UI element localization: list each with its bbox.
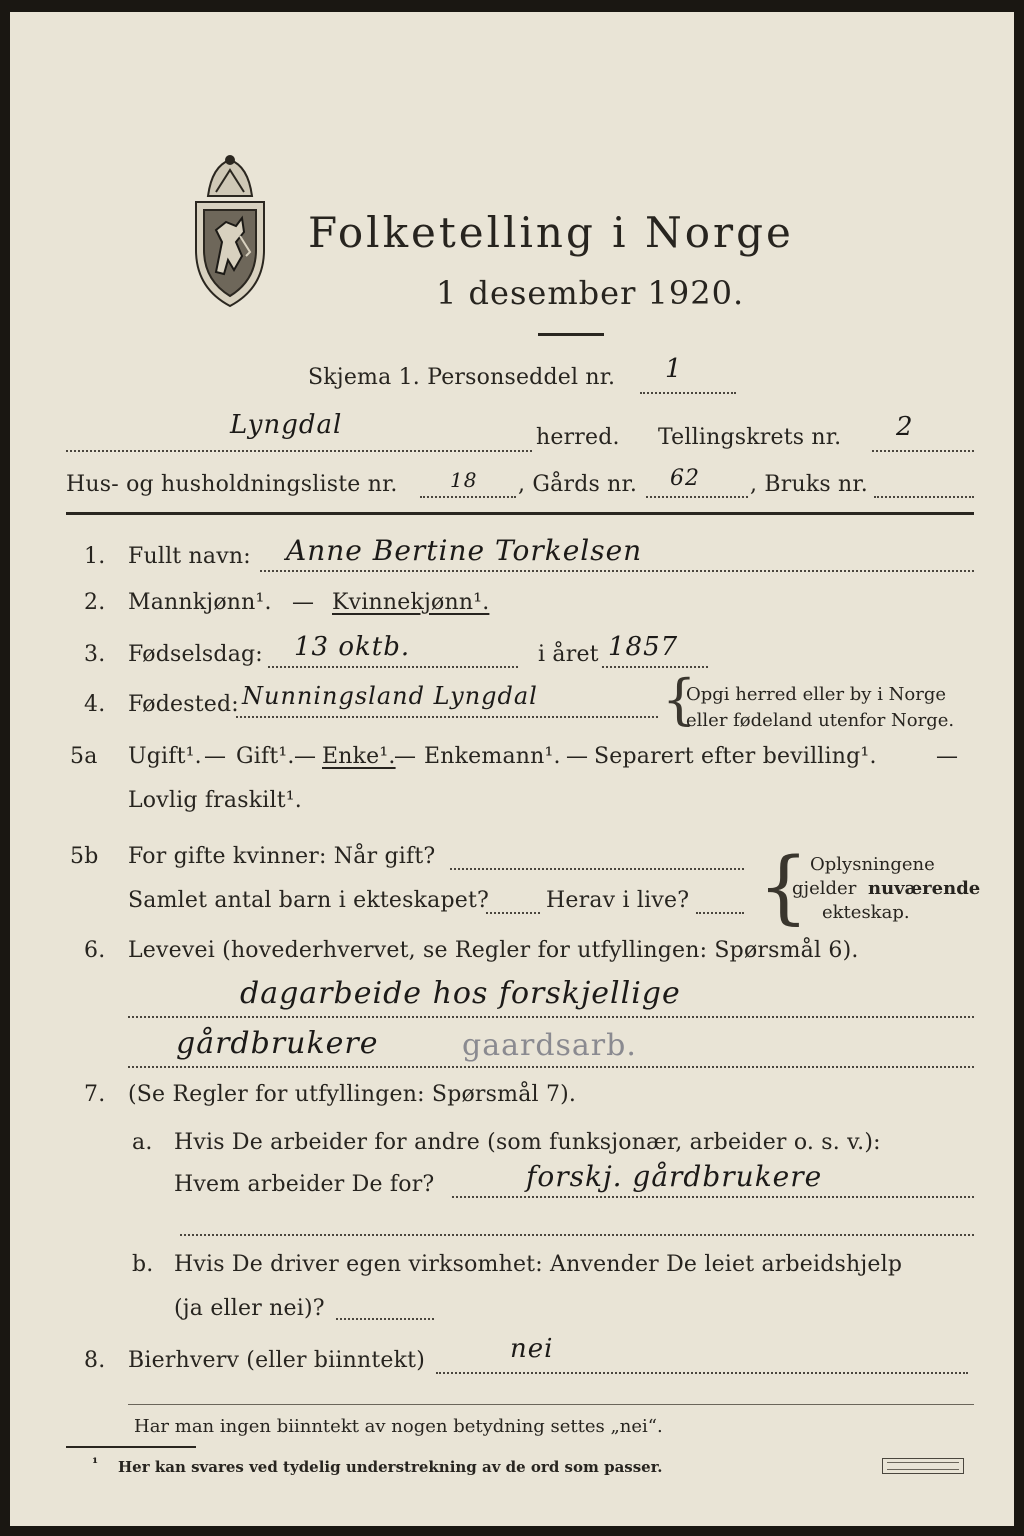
full-name-value: Anne Bertine Torkelsen: [286, 534, 643, 567]
q4-number: 4.: [84, 692, 106, 717]
header-rule: [66, 512, 974, 515]
census-form-page: Folketelling i Norge 1 desember 1920. Skjema 1. Personseddel nr. 1 Lyngdal herred. Tellingskrets nr. 2 Hus- og husholdningsliste nr. 18 , Gårds nr. 62 , Bruks nr. 1. Fullt navn: Anne Bertine Torkelsen 2. Mannkjønn¹. — Kvinnekjønn¹. 3. Fødselsdag: 13 oktb. i året 1857 4. Fødested: Nunningsland Lyngdal { Opgi herred eller by i Norge eller fødeland utenfor Norge. 5a Ugift¹. — Gift¹. — Enke¹. — Enkemann¹. — Separert efter bevilling¹. — Lovlig fraskilt¹. 5b For gifte kvinner: Når gift? Samlet antal barn i ekteskapet? Herav i live? { Oplysningene gjelder nuværende ekteskap. 6. Levevei (hovederhvervet, se Regler for utfyllingen: Spørsmål 6). dagarbeide hos forskjellige gårdbrukere gaardsarb. 7. (Se Regler for utfyllingen: Spørsmål 7). a. Hvis De arbeider for andre (som funksjonær, arbeider o. s. v.): Hvem arbeider De for? forskj. gårdbrukere b. Hvis De driver egen virksomhet: Anvender De leiet arbeidshjelp (ja eller nei)? 8. Bierhverv (eller biinntekt) nei Har man ingen biinntekt av nogen betydning settes „nei“. ¹ Her kan svares ved tydelig understrekning av de ord som passer.: [10, 12, 1014, 1526]
tellingskrets-label: Tellingskrets nr.: [658, 425, 842, 450]
hus-label: Hus- og husholdningsliste nr.: [66, 472, 398, 497]
q1-label: Fullt navn:: [128, 544, 251, 569]
q7-number: 7.: [84, 1082, 106, 1107]
birthplace-note-line2: eller fødeland utenfor Norge.: [686, 710, 955, 731]
q5b-children-label: Samlet antal barn i ekteskapet?: [128, 888, 490, 913]
q6-label: Levevei (hovederhvervet, se Regler for utfyllingen: Spørsmål 6).: [128, 938, 859, 963]
year-label: i året: [538, 642, 599, 667]
footer-note: Har man ingen biinntekt av nogen betydning settes „nei“.: [134, 1416, 663, 1437]
q6-number: 6.: [84, 938, 106, 963]
bruks-label: , Bruks nr.: [750, 472, 868, 497]
q5b-note-line2a: gjelder: [792, 878, 857, 899]
fraskilt-option: Lovlig fraskilt¹.: [128, 788, 302, 813]
footnote-mark: ¹: [92, 1456, 99, 1472]
q7a-letter: a.: [132, 1130, 153, 1155]
q7a-employer-label: Hvem arbeider De for?: [174, 1172, 435, 1197]
q7a-question: Hvis De arbeider for andre (som funksjonær, arbeider o. s. v.):: [174, 1130, 881, 1155]
enke-option-underlined: Enke¹.: [322, 744, 396, 769]
enkemann-option: Enkemann¹.: [424, 744, 561, 769]
q1-number: 1.: [84, 544, 106, 569]
q7b-yes-no-label: (ja eller nei)?: [174, 1296, 325, 1321]
ugift-option: Ugift¹.: [128, 744, 202, 769]
gards-label: , Gårds nr.: [518, 472, 638, 497]
q5b-note-line3: ekteskap.: [822, 902, 910, 923]
birthplace-note-line1: Opgi herred eller by i Norge: [686, 684, 947, 705]
gards-nr-value: 62: [670, 466, 700, 491]
q5b-note-line1: Oplysningene: [810, 854, 935, 875]
employer-value: forskj. gårdbrukere: [526, 1160, 823, 1193]
census-date: 1 desember 1920.: [436, 274, 745, 312]
q5b-number: 5b: [70, 844, 99, 869]
q4-label: Fødested:: [128, 692, 239, 717]
q3-number: 3.: [84, 642, 106, 667]
footnote-text: Her kan svares ved tydelig understrekning av de ord som passer.: [118, 1458, 663, 1476]
separert-option: Separert efter bevilling¹.: [594, 744, 877, 769]
q3-label: Fødselsdag:: [128, 642, 263, 667]
q7b-letter: b.: [132, 1252, 154, 1277]
q5a-number: 5a: [70, 744, 98, 769]
occupation-value-line1: dagarbeide hos forskjellige: [240, 976, 681, 1011]
norwegian-coat-of-arms-icon: [186, 152, 274, 312]
printer-mark: [882, 1458, 964, 1474]
q8-number: 8.: [84, 1348, 106, 1373]
occupation-value-line2: gårdbrukere: [176, 1026, 379, 1061]
male-option: Mannkjønn¹.: [128, 590, 272, 615]
q5b-note-line2b: nuværende: [868, 878, 981, 899]
personseddel-nr-value: 1: [665, 354, 683, 384]
female-option-underlined: Kvinnekjønn¹.: [332, 590, 490, 615]
q7-label: (Se Regler for utfyllingen: Spørsmål 7).: [128, 1082, 577, 1107]
title-divider: [538, 333, 604, 336]
birth-year-value: 1857: [608, 632, 679, 662]
tellingskrets-nr-value: 2: [896, 412, 914, 442]
gift-option: Gift¹.: [236, 744, 295, 769]
q2-number: 2.: [84, 590, 106, 615]
q8-label: Bierhverv (eller biinntekt): [128, 1348, 426, 1373]
occupation-pencil-note: gaardsarb.: [462, 1028, 637, 1063]
hus-nr-value: 18: [450, 468, 478, 492]
q7b-question: Hvis De driver egen virksomhet: Anvender De leiet arbeidshjelp: [174, 1252, 903, 1277]
herred-label: herred.: [536, 425, 620, 450]
q5b-married-label: For gifte kvinner: Når gift?: [128, 844, 436, 869]
q2-separator: —: [292, 590, 315, 615]
skjema-label: Skjema 1. Personseddel nr.: [308, 365, 616, 390]
birthplace-value: Nunningsland Lyngdal: [242, 682, 538, 710]
q5b-alive-label: Herav i live?: [546, 888, 690, 913]
herred-value: Lyngdal: [230, 410, 343, 440]
birthday-value: 13 oktb.: [294, 632, 411, 662]
side-income-value: nei: [510, 1334, 554, 1364]
form-title: Folketelling i Norge: [308, 208, 794, 257]
